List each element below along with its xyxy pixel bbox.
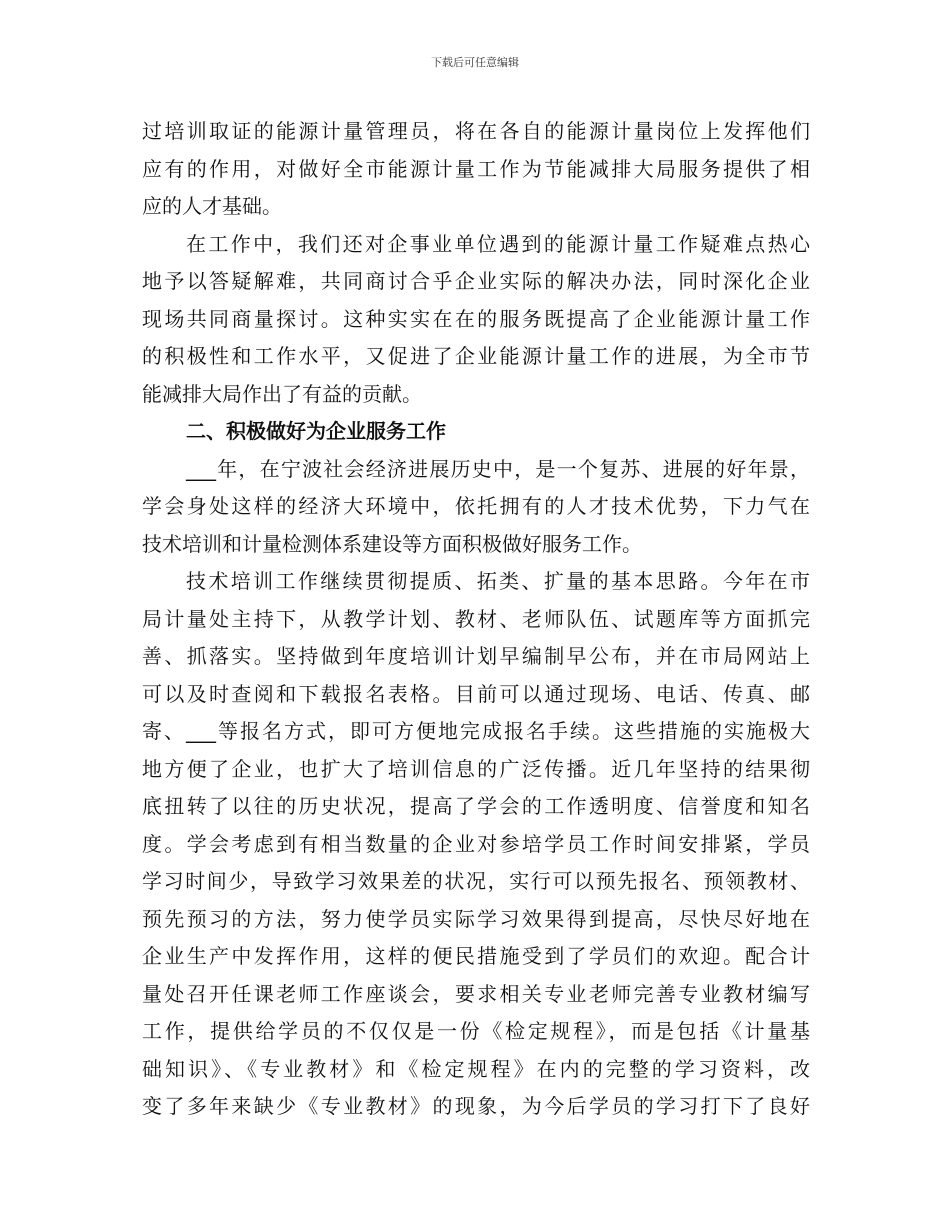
text-line: 善、抓落实。坚持做到年度培训计划早编制早公布，并在市局网站上: [142, 644, 810, 668]
text-line: 的积极性和工作水平，又促进了企业能源计量工作的进展，为全市节: [142, 344, 810, 368]
text-line: 技术培训和计量检测体系建设等方面积极做好服务工作。: [142, 531, 642, 556]
text-line: 可以及时查阅和下载报名表格。目前可以通过现场、电话、传真、邮: [142, 681, 810, 706]
text-line: 地予以答疑解难，共同商讨合乎企业实际的解决办法，同时深化企业: [142, 269, 810, 293]
page-header: 下载后可任意编辑: [431, 56, 519, 69]
section-heading: 二、积极做好为企业服务工作: [186, 419, 446, 443]
text-line: 现场共同商量探讨。这种实实在在的服务既提高了企业能源计量工作: [142, 306, 810, 331]
text-line: 企业生产中发挥作用，这样的便民措施受到了学员们的欢迎。配合计: [142, 944, 810, 968]
text-line: 在工作中，我们还对企事业单位遇到的能源计量工作疑难点热心: [186, 231, 810, 256]
text-line: 过培训取证的能源计量管理员，将在各自的能源计量岗位上发挥他们: [142, 119, 810, 143]
text-line: 量处召开任课老师工作座谈会，要求相关专业老师完善专业教材编写: [142, 981, 810, 1006]
text-line: 局计量处主持下，从教学计划、教材、老师队伍、试题库等方面抓完: [142, 606, 810, 631]
text-line: 工作，提供给学员的不仅仅是一份《检定规程》，而是包括《计量基: [142, 1019, 810, 1043]
text-line: 能减排大局作出了有益的贡献。: [142, 381, 422, 406]
text-line: 技术培训工作继续贯彻提质、拓类、扩量的基本思路。今年在市: [186, 569, 810, 593]
text-line: 应的人才基础。: [142, 194, 282, 218]
text-line: 度。学会考虑到有相当数量的企业对参培学员工作时间安排紧，学员: [142, 831, 810, 856]
text-line: 底扭转了以往的历史状况，提高了学会的工作透明度、信誉度和知名: [142, 794, 810, 818]
text-line: ___年，在宁波社会经济进展历史中，是一个复苏、进展的好年景，: [186, 456, 810, 481]
text-line: 应有的作用，对做好全市能源计量工作为节能减排大局服务提供了相: [142, 156, 810, 181]
text-line: 地方便了企业，也扩大了培训信息的广泛传播。近几年坚持的结果彻: [142, 756, 810, 781]
text-line: 础知识》、《专业教材》和《检定规程》在内的完整的学习资料，改: [142, 1056, 810, 1081]
text-line: 学会身处这样的经济大环境中，依托拥有的人才技术优势，下力气在: [142, 494, 810, 518]
text-line: 寄、___等报名方式，即可方便地完成报名手续。这些措施的实施极大: [142, 719, 810, 743]
document-body: [142, 113, 810, 1126]
text-line: 学习时间少，导致学习效果差的状况，实行可以预先报名、预领教材、: [142, 869, 810, 893]
text-line: 变了多年来缺少《专业教材》的现象，为今后学员的学习打下了良好: [142, 1094, 810, 1118]
text-line: 预先预习的方法，努力使学员实际学习效果得到提高，尽快尽好地在: [142, 906, 810, 931]
